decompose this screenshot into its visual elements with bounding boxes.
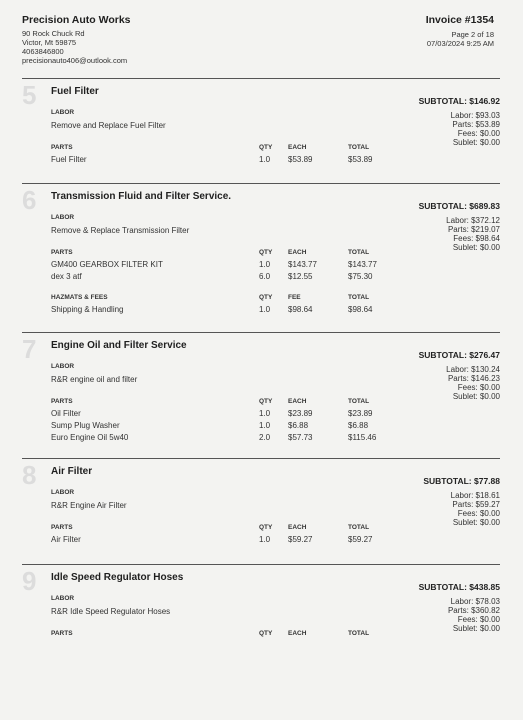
line-item-each: $6.88 [288,421,309,430]
job-subtotal: SUBTOTAL: $276.47 [418,350,500,360]
column-header-qty: QTY [259,144,273,151]
page-indicator: Page 2 of 18 [451,30,494,39]
line-item-each: $12.55 [288,272,313,281]
line-item-name: Shipping & Handling [51,305,124,314]
job-summary-line: Fees: $98.64 [453,234,500,243]
line-item-qty: 1.0 [259,305,271,314]
line-item-name: Oil Filter [51,409,81,418]
job-subtotal: SUBTOTAL: $77.88 [423,476,500,486]
job-summary-line: Fees: $0.00 [457,509,500,518]
job-number: 8 [22,460,37,490]
job-number: 5 [22,80,37,110]
job-summary-line: Parts: $146.23 [447,374,500,383]
line-item-total: $6.88 [348,421,369,430]
company-email: precisionauto406@outlook.com [22,56,128,65]
line-item-qty: 1.0 [259,260,271,269]
job-summary-line: Sublet: $0.00 [452,243,500,252]
job-summary-line: Sublet: $0.00 [452,392,500,401]
section-heading: PARTS [51,249,73,256]
job-divider [22,564,500,565]
company-phone: 4063846800 [22,47,64,56]
line-item-total: $23.89 [348,409,373,418]
line-item-qty: 2.0 [259,433,271,442]
line-item-name: Fuel Filter [51,155,87,164]
line-item-total: $143.77 [348,260,377,269]
company-address-line: 90 Rock Chuck Rd [22,29,85,38]
job-title: Transmission Fluid and Filter Service. [51,191,232,202]
column-header-qty: QTY [259,630,273,637]
line-item-total: $53.89 [348,155,373,164]
column-header-qty: QTY [259,249,273,256]
column-header-total: TOTAL [348,294,370,301]
job-summary-line: Labor: $18.61 [450,491,500,500]
labor-description: R&R Idle Speed Regulator Hoses [51,607,171,616]
job-summary-line: Labor: $78.03 [450,597,500,606]
line-item-qty: 1.0 [259,155,271,164]
job-summary-line: Parts: $219.07 [447,225,500,234]
line-item-qty: 1.0 [259,535,271,544]
labor-heading: LABOR [51,363,75,370]
job-number: 6 [22,185,37,215]
section-heading: PARTS [51,398,73,405]
job-summary-line: Parts: $59.27 [452,500,500,509]
line-item-each: $143.77 [288,260,317,269]
job-divider [22,183,500,184]
line-item-name: Air Filter [51,535,81,544]
company-address-line: Victor, Mt 59875 [22,38,77,47]
company-name: Precision Auto Works [22,14,131,26]
line-item-name: Sump Plug Washer [51,421,120,430]
line-item-total: $59.27 [348,535,373,544]
job-subtotal: SUBTOTAL: $146.92 [418,96,500,106]
section-heading: PARTS [51,524,73,531]
section-heading: PARTS [51,144,73,151]
invoice-number: Invoice #1354 [425,14,494,26]
column-header-total: TOTAL [348,524,370,531]
column-header-qty: QTY [259,524,273,531]
line-item-total: $75.30 [348,272,373,281]
column-header-each: EACH [288,398,307,405]
line-item-total: $98.64 [348,305,373,314]
job-summary-line: Fees: $0.00 [457,129,500,138]
job-number: 7 [22,334,37,364]
line-item-each: $98.64 [288,305,313,314]
line-item-name: dex 3 atf [51,272,82,281]
labor-heading: LABOR [51,489,75,496]
line-item-qty: 6.0 [259,272,271,281]
column-header-total: TOTAL [348,249,370,256]
job-subtotal: SUBTOTAL: $438.85 [418,582,500,592]
labor-heading: LABOR [51,109,75,116]
job-title: Idle Speed Regulator Hoses [51,572,184,583]
column-header-each: EACH [288,524,307,531]
job-subtotal: SUBTOTAL: $689.83 [418,201,500,211]
job-divider [22,458,500,459]
column-header-each: FEE [288,294,301,301]
job-summary-line: Parts: $53.89 [452,120,500,129]
job-summary-line: Sublet: $0.00 [452,138,500,147]
line-item-each: $53.89 [288,155,313,164]
line-item-each: $23.89 [288,409,313,418]
job-title: Air Filter [51,466,93,477]
column-header-qty: QTY [259,294,273,301]
column-header-total: TOTAL [348,144,370,151]
labor-description: Remove & Replace Transmission Filter [51,226,190,235]
job-number: 9 [22,566,37,596]
invoice-datetime: 07/03/2024 9:25 AM [426,39,494,48]
labor-heading: LABOR [51,214,75,221]
line-item-total: $115.46 [348,433,377,442]
column-header-qty: QTY [259,398,273,405]
labor-heading: LABOR [51,595,75,602]
job-summary-line: Labor: $130.24 [446,365,500,374]
job-summary-line: Fees: $0.00 [457,615,500,624]
section-heading: HAZMATS & FEES [51,294,108,301]
job-summary-line: Labor: $93.03 [450,111,500,120]
line-item-qty: 1.0 [259,409,271,418]
line-item-qty: 1.0 [259,421,271,430]
job-divider [22,78,500,79]
job-summary-line: Sublet: $0.00 [452,624,500,633]
column-header-each: EACH [288,630,307,637]
job-summary-line: Labor: $372.12 [446,216,500,225]
labor-description: R&R Engine Air Filter [51,501,127,510]
labor-description: R&R engine oil and filter [51,375,138,384]
labor-description: Remove and Replace Fuel Filter [51,121,166,130]
job-title: Engine Oil and Filter Service [51,340,187,351]
line-item-each: $59.27 [288,535,313,544]
job-summary-line: Fees: $0.00 [457,383,500,392]
column-header-each: EACH [288,144,307,151]
job-summary-line: Parts: $360.82 [447,606,500,615]
column-header-each: EACH [288,249,307,256]
column-header-total: TOTAL [348,398,370,405]
column-header-total: TOTAL [348,630,370,637]
line-item-name: GM400 GEARBOX FILTER KIT [51,260,163,269]
job-divider [22,332,500,333]
line-item-name: Euro Engine Oil 5w40 [51,433,129,442]
section-heading: PARTS [51,630,73,637]
line-item-each: $57.73 [288,433,313,442]
job-summary-line: Sublet: $0.00 [452,518,500,527]
job-title: Fuel Filter [51,86,99,97]
invoice-header [0,0,523,72]
